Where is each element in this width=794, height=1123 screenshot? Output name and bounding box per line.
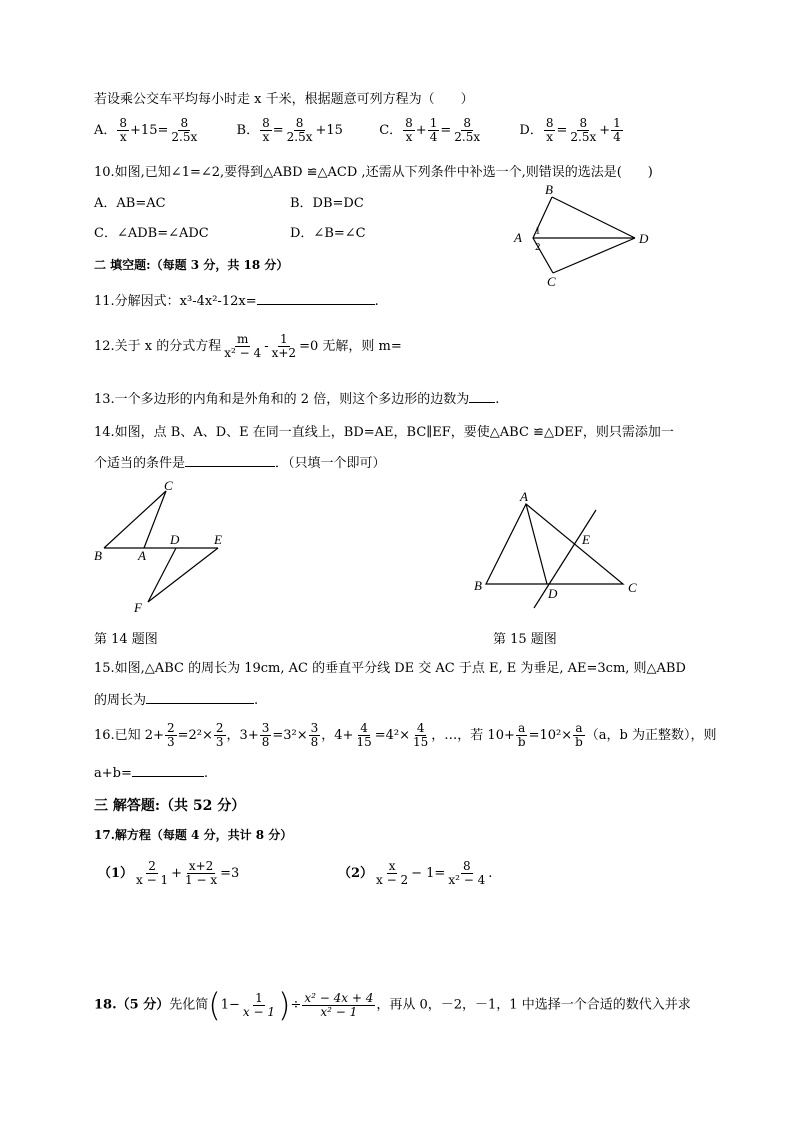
- fraction: $\frac{8}{2.5x}$: [454, 116, 481, 144]
- q10-option-c[interactable]: C．∠ADB=∠ADC: [94, 226, 209, 241]
- fraction: $\frac{2}{3}$: [166, 721, 175, 749]
- q9-option-d[interactable]: [519, 116, 623, 144]
- q15-segment-ad: [526, 504, 547, 584]
- q10-option-b[interactable]: B．DB=DC: [290, 196, 364, 211]
- q15-label-a: A: [520, 489, 528, 504]
- q15-label-d: D: [548, 586, 558, 601]
- q17-p1-plus: +: [171, 866, 183, 881]
- q9-c-eq: =: [440, 123, 452, 138]
- q14-edge-ca: [144, 491, 166, 548]
- fraction: $\frac{8}{2.5x}$: [171, 116, 198, 144]
- q10-label-a: A: [514, 230, 522, 245]
- fraction: $\frac{3}{8}$: [261, 721, 270, 749]
- q12-post: =0 无解，则 m=: [299, 339, 402, 354]
- q15-perpendicular-bisector: [534, 510, 596, 608]
- q9-c-plus: +: [415, 123, 427, 138]
- q13: [94, 388, 499, 407]
- q10-figure: [505, 180, 665, 290]
- q16-sep3: ，…，若 10+: [431, 728, 515, 743]
- q11: [94, 290, 379, 309]
- fraction: $\frac{8}{x}$: [262, 116, 270, 144]
- q16-mid1: =2²×: [177, 728, 213, 743]
- q10-label-d: D: [639, 231, 649, 246]
- fraction: $\frac{1}{x - 1}$: [242, 990, 275, 1019]
- q15-triangle-abc: [486, 504, 623, 584]
- q14-figure: [88, 478, 238, 618]
- q17-p2-end: .: [488, 866, 493, 881]
- q14-caption: 第 14 题图: [94, 632, 158, 647]
- q13-end: .: [495, 392, 500, 407]
- q9-option-b[interactable]: [236, 116, 348, 144]
- q16-mid3: =4²×: [374, 728, 411, 743]
- q17-p2-mid: − 1=: [411, 866, 446, 881]
- q10-label-c: C: [547, 274, 556, 289]
- fraction: $\frac{8}{\text{x² − 4}}$: [448, 859, 486, 887]
- fraction: $\frac{1}{x+2}$: [271, 332, 297, 360]
- q16-line2: [94, 764, 208, 781]
- q9-d-plus: +: [599, 123, 611, 138]
- q14-label-d: D: [170, 532, 180, 547]
- q15-label-e: E: [582, 532, 590, 547]
- fraction: $\frac{8}{x}$: [119, 116, 128, 144]
- q10-angle-1: 1: [535, 225, 541, 237]
- q11-answer-blank[interactable]: [257, 292, 375, 305]
- q14-edge-ef: [148, 548, 218, 602]
- q10-edge-cd: [553, 238, 635, 273]
- q10-option-d[interactable]: D．∠B=∠C: [290, 226, 366, 241]
- q9-option-c[interactable]: [379, 116, 487, 144]
- fraction: $\frac{8}{2.5x}$: [570, 116, 597, 144]
- fraction: $\frac{1}{4}$: [429, 116, 438, 144]
- q9-a-eq: =: [157, 123, 169, 138]
- fraction: $\frac{x+2}{1 - x}$: [185, 859, 218, 887]
- q15-figure: [468, 486, 648, 611]
- q9-option-a-label: A．: [94, 123, 117, 138]
- q14-answer-blank[interactable]: [185, 454, 275, 467]
- q9-b-eq: =: [272, 123, 284, 138]
- q16-sep2: ，4+: [321, 728, 354, 743]
- q12-pre: 12.关于 x 的分式方程: [94, 339, 222, 354]
- q15-label-b: B: [474, 578, 482, 593]
- q14-edge-fd: [148, 548, 176, 602]
- q13-answer-blank[interactable]: [469, 390, 495, 403]
- q17-title: 17.解方程（每题 4 分，共计 8 分）: [94, 828, 293, 842]
- fraction: $\frac{a}{b}$: [575, 721, 583, 749]
- q15-line1: 15.如图,△ABC 的周长为 19cm, AC 的垂直平分线 DE 交 AC 于点 E, E 为垂足, AE=3cm, 则△ABD: [94, 661, 686, 676]
- q9-option-c-label: C．: [379, 123, 403, 138]
- q16-mid2: =3²×: [272, 728, 308, 743]
- q10-stem: 10.如图,已知∠1=∠2,要得到△ABD ≌△ACD ,还需从下列条件中补选一个,则错误的选法是( ): [94, 165, 653, 180]
- q14-label-c: C: [164, 478, 173, 493]
- q15-caption: 第 15 题图: [493, 632, 557, 647]
- fraction: $\frac{2}{3}$: [215, 721, 224, 749]
- q10-label-b: B: [545, 182, 553, 197]
- q9-b-plus: +15: [315, 123, 343, 138]
- q15-end: .: [254, 693, 259, 708]
- section-2-title: 二 填空题:（每题 3 分，共 18 分）: [94, 258, 289, 272]
- q18: [94, 986, 691, 1024]
- q12-minus: -: [264, 339, 269, 354]
- q9-option-d-label: D．: [519, 123, 543, 138]
- fraction: $\frac{\text{x² − 4x + 4}}{\text{x² − 1}}$: [304, 990, 374, 1019]
- q15-line2-text: 的周长为: [94, 693, 147, 708]
- q16-pre: 16.已知 2+: [94, 728, 164, 743]
- q15-answer-blank[interactable]: [146, 691, 254, 704]
- q17-p1-eq: =3: [220, 866, 240, 881]
- q14-label-a: A: [138, 548, 146, 563]
- q15-label-c: C: [628, 580, 637, 595]
- q14-label-f: F: [134, 600, 142, 615]
- q9-options: [94, 117, 624, 144]
- q18-text1: 先化简: [169, 997, 209, 1013]
- q18-one: 1: [220, 997, 229, 1013]
- q16-answer-blank[interactable]: [132, 764, 204, 777]
- q17-part1: [98, 860, 239, 887]
- q18-post: ，再从 0，－2，－1，1 中选择一个合适的数代入并求: [376, 997, 691, 1013]
- q18-div: ÷: [290, 997, 302, 1013]
- q16-line2-text: a+b=: [94, 766, 132, 781]
- q14-label-e: E: [214, 532, 222, 547]
- q18-paren-close: ): [277, 986, 291, 1024]
- q14-edge-bc: [104, 491, 166, 548]
- q9-option-a[interactable]: [94, 116, 204, 144]
- q18-pre: 18.（5 分）: [94, 997, 170, 1013]
- fraction: $\frac{x}{x - 2}$: [376, 859, 409, 887]
- q11-end: .: [374, 294, 379, 309]
- fraction: $\frac{4}{15}$: [413, 721, 429, 749]
- q14-line1: 14.如图，点 B、A、D、E 在同一直线上，BD=AE，BC∥EF，要使△ABC ≌△DEF，则只需添加一: [94, 425, 674, 440]
- fraction: $\frac{3}{8}$: [310, 721, 319, 749]
- q16-sep1: ，3+: [226, 728, 259, 743]
- q14-line2: [94, 452, 386, 471]
- q10-angle-2: 2: [535, 241, 541, 253]
- q14-line2b: ．（只填一个即可）: [275, 456, 386, 471]
- q9-d-eq: =: [556, 123, 568, 138]
- fraction: $\frac{8}{x}$: [545, 116, 554, 144]
- fraction: $\frac{a}{b}$: [517, 721, 526, 749]
- q17-part2: [338, 860, 492, 887]
- q9-a-plus: +15: [130, 123, 158, 138]
- section-3-title: 三 解答题:（共 52 分）: [94, 798, 246, 814]
- fraction: $\frac{1}{4}$: [613, 116, 621, 144]
- q16-mid4: =10²×: [528, 728, 573, 743]
- q9-stem: 若设乘公交车平均每小时走 x 千米，根据题意可列方程为（ ）: [94, 92, 474, 107]
- q14-line2a: 个适当的条件是: [94, 456, 186, 471]
- q13-text: 13.一个多边形的内角和是外角和的 2 倍，则这个多边形的边数为: [94, 392, 470, 407]
- fraction: $\frac{8}{x}$: [405, 116, 413, 144]
- q9-option-b-label: B．: [236, 123, 260, 138]
- q14-label-b: B: [94, 548, 102, 563]
- q11-text: 11.分解因式：x³-4x²-12x=: [94, 294, 257, 309]
- q16-line1: [94, 722, 717, 749]
- q18-paren-open: (: [208, 986, 221, 1024]
- q17-part1-label: （1）: [98, 866, 134, 881]
- q18-minus: −: [228, 997, 240, 1013]
- fraction: $\frac{m}{\text{x² − 4}}$: [224, 332, 262, 360]
- q10-edge-bd: [552, 197, 635, 238]
- q17-part2-label: （2）: [338, 866, 374, 881]
- q16-post: （a，b 为正整数），则: [585, 728, 717, 743]
- fraction: $\frac{2}{x - 1}$: [136, 859, 169, 887]
- fraction: $\frac{8}{2.5x}$: [286, 116, 313, 144]
- q15-line2: [94, 689, 258, 708]
- q12: [94, 333, 402, 360]
- q10-option-a[interactable]: A．AB=AC: [94, 196, 166, 211]
- fraction: $\frac{4}{15}$: [356, 721, 372, 749]
- q16-end: .: [203, 766, 208, 781]
